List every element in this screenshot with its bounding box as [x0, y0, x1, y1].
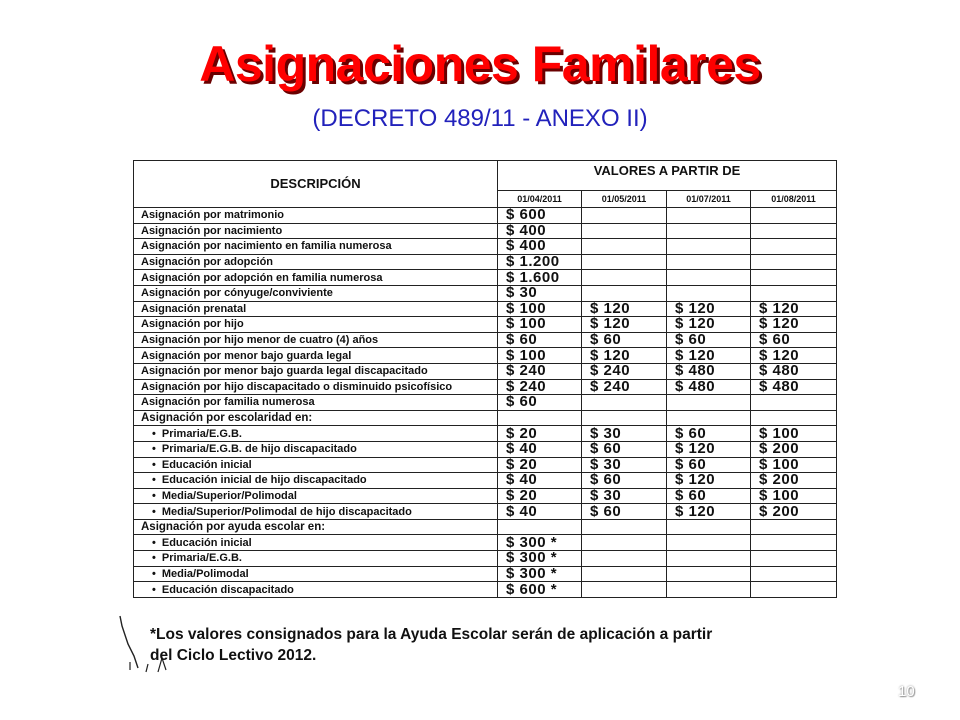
value-cell: [667, 566, 751, 582]
value-cell: $ 240: [582, 379, 667, 395]
value-cell: $ 1.600: [498, 270, 582, 286]
value-cell: [667, 410, 751, 426]
value-cell: $ 300 *: [498, 566, 582, 582]
value-cell: [582, 582, 667, 598]
value-cell: $ 60: [582, 441, 667, 457]
value-cell: [751, 239, 837, 255]
row-label: Asignación por hijo discapacitado o disminuido psicofísico: [134, 379, 498, 395]
table-row: [134, 348, 837, 364]
value-cell: [582, 223, 667, 239]
table-row: [134, 395, 837, 411]
value-cell: $ 30: [498, 285, 582, 301]
value-cell: $ 480: [751, 363, 837, 379]
value-cell: [582, 535, 667, 551]
row-label: Asignación por menor bajo guarda legal: [134, 348, 498, 364]
value-cell: $ 240: [582, 363, 667, 379]
value-cell: $ 120: [582, 317, 667, 333]
value-cell: [667, 254, 751, 270]
row-label: • Media/Polimodal: [134, 566, 498, 582]
row-label: Asignación prenatal: [134, 301, 498, 317]
value-cell: $ 30: [582, 426, 667, 442]
value-cell: $ 480: [667, 379, 751, 395]
value-cell: $ 120: [667, 473, 751, 489]
row-label: • Educación inicial: [134, 457, 498, 473]
value-cell: [667, 551, 751, 567]
page-subtitle: (DECRETO 489/11 - ANEXO II): [312, 105, 648, 132]
value-cell: [751, 551, 837, 567]
value-cell: $ 60: [498, 332, 582, 348]
value-cell: $ 600: [498, 208, 582, 224]
value-cell: $ 20: [498, 426, 582, 442]
table-row: [134, 504, 837, 520]
row-label: • Primaria/E.G.B.: [134, 551, 498, 567]
value-cell: [751, 410, 837, 426]
date-header: 01/05/2011: [582, 191, 667, 208]
date-header: 01/04/2011: [498, 191, 582, 208]
row-label: • Educación inicial: [134, 535, 498, 551]
table-row: [134, 582, 837, 598]
value-cell: [498, 410, 582, 426]
value-cell: [582, 285, 667, 301]
row-label: • Media/Superior/Polimodal de hijo discapacitado: [134, 504, 498, 520]
value-cell: [582, 270, 667, 286]
table-row: [134, 223, 837, 239]
value-cell: $ 100: [498, 348, 582, 364]
value-cell: $ 60: [667, 457, 751, 473]
row-label: Asignación por adopción: [134, 254, 498, 270]
row-label: • Educación discapacitado: [134, 582, 498, 598]
value-cell: [582, 551, 667, 567]
date-header: 01/07/2011: [667, 191, 751, 208]
value-cell: $ 60: [667, 488, 751, 504]
table-row: [134, 473, 837, 489]
value-cell: [667, 208, 751, 224]
value-cell: $ 30: [582, 457, 667, 473]
value-cell: $ 200: [751, 441, 837, 457]
description-header: DESCRIPCIÓN: [134, 161, 498, 208]
value-cell: [751, 582, 837, 598]
value-cell: [751, 254, 837, 270]
value-cell: $ 40: [498, 441, 582, 457]
page-number: 10: [898, 683, 915, 700]
value-cell: $ 100: [498, 317, 582, 333]
row-label: Asignación por cónyuge/conviviente: [134, 285, 498, 301]
value-cell: $ 100: [498, 301, 582, 317]
value-cell: $ 40: [498, 504, 582, 520]
table-row: [134, 519, 837, 535]
value-cell: [582, 566, 667, 582]
value-cell: $ 400: [498, 223, 582, 239]
value-cell: [667, 519, 751, 535]
row-label: Asignación por ayuda escolar en:: [134, 519, 498, 535]
table-row: [134, 208, 837, 224]
row-label: Asignación por familia numerosa: [134, 395, 498, 411]
value-cell: $ 120: [751, 317, 837, 333]
value-cell: [582, 410, 667, 426]
value-cell: $ 120: [582, 301, 667, 317]
table-row: [134, 379, 837, 395]
value-cell: [751, 223, 837, 239]
value-cell: $ 100: [751, 426, 837, 442]
value-cell: $ 300 *: [498, 551, 582, 567]
value-cell: [667, 270, 751, 286]
table-row: [134, 457, 837, 473]
value-cell: $ 200: [751, 473, 837, 489]
value-cell: $ 480: [667, 363, 751, 379]
value-cell: $ 20: [498, 488, 582, 504]
value-cell: $ 240: [498, 363, 582, 379]
table-row: [134, 332, 837, 348]
value-cell: [751, 270, 837, 286]
value-cell: $ 300 *: [498, 535, 582, 551]
table-body: [134, 208, 837, 598]
value-cell: [667, 223, 751, 239]
value-cell: $ 30: [582, 488, 667, 504]
table-row: [134, 488, 837, 504]
value-cell: $ 120: [751, 348, 837, 364]
value-cell: $ 240: [498, 379, 582, 395]
table-row: [134, 566, 837, 582]
value-cell: $ 120: [751, 301, 837, 317]
value-cell: $ 100: [751, 457, 837, 473]
value-cell: [498, 519, 582, 535]
table-row: [134, 317, 837, 333]
value-cell: $ 120: [667, 317, 751, 333]
value-cell: [751, 535, 837, 551]
row-label: • Primaria/E.G.B. de hijo discapacitado: [134, 441, 498, 457]
row-label: • Educación inicial de hijo discapacitado: [134, 473, 498, 489]
row-label: Asignación por matrimonio: [134, 208, 498, 224]
table-row: [134, 363, 837, 379]
table-row: [134, 285, 837, 301]
value-cell: $ 400: [498, 239, 582, 255]
table-row: [134, 410, 837, 426]
page-title: Asignaciones Familares: [199, 36, 761, 92]
table-row: [134, 254, 837, 270]
row-label: Asignación por nacimiento: [134, 223, 498, 239]
footnote-line-1: *Los valores consignados para la Ayuda Escolar serán de aplicación a partir: [150, 626, 713, 643]
value-cell: [582, 519, 667, 535]
value-cell: $ 40: [498, 473, 582, 489]
value-cell: $ 600 *: [498, 582, 582, 598]
values-header: VALORES A PARTIR DE: [498, 161, 837, 191]
value-cell: $ 480: [751, 379, 837, 395]
table-row: [134, 535, 837, 551]
value-cell: [751, 395, 837, 411]
value-cell: $ 120: [582, 348, 667, 364]
value-cell: $ 20: [498, 457, 582, 473]
value-cell: [667, 535, 751, 551]
table-row: [134, 239, 837, 255]
value-cell: $ 60: [498, 395, 582, 411]
value-cell: $ 60: [751, 332, 837, 348]
row-label: Asignación por hijo: [134, 317, 498, 333]
value-cell: [582, 254, 667, 270]
date-header: 01/08/2011: [751, 191, 837, 208]
table-row: [134, 426, 837, 442]
value-cell: [667, 582, 751, 598]
table-row: [134, 551, 837, 567]
value-cell: $ 60: [582, 504, 667, 520]
value-cell: $ 120: [667, 504, 751, 520]
row-label: Asignación por escolaridad en:: [134, 410, 498, 426]
value-cell: $ 120: [667, 441, 751, 457]
value-cell: $ 60: [582, 332, 667, 348]
value-cell: [582, 208, 667, 224]
value-cell: $ 60: [667, 426, 751, 442]
table-row: [134, 301, 837, 317]
value-cell: [667, 239, 751, 255]
value-cell: [751, 566, 837, 582]
value-cell: $ 200: [751, 504, 837, 520]
row-label: Asignación por adopción en familia numerosa: [134, 270, 498, 286]
value-cell: [582, 239, 667, 255]
value-cell: [667, 285, 751, 301]
value-cell: [751, 285, 837, 301]
table-row: [134, 441, 837, 457]
value-cell: $ 60: [667, 332, 751, 348]
row-label: Asignación por nacimiento en familia numerosa: [134, 239, 498, 255]
row-label: Asignación por menor bajo guarda legal discapacitado: [134, 363, 498, 379]
value-cell: [667, 395, 751, 411]
footnote-line-2: del Ciclo Lectivo 2012.: [150, 647, 317, 664]
value-cell: [751, 519, 837, 535]
value-cell: $ 100: [751, 488, 837, 504]
value-cell: $ 120: [667, 348, 751, 364]
row-label: • Media/Superior/Polimodal: [134, 488, 498, 504]
row-label: • Primaria/E.G.B.: [134, 426, 498, 442]
value-cell: $ 1.200: [498, 254, 582, 270]
value-cell: $ 120: [667, 301, 751, 317]
value-cell: [751, 208, 837, 224]
value-cell: [582, 395, 667, 411]
allowance-table: [133, 160, 837, 598]
footnote: [150, 624, 850, 666]
table-row: [134, 270, 837, 286]
value-cell: $ 60: [582, 473, 667, 489]
row-label: Asignación por hijo menor de cuatro (4) años: [134, 332, 498, 348]
